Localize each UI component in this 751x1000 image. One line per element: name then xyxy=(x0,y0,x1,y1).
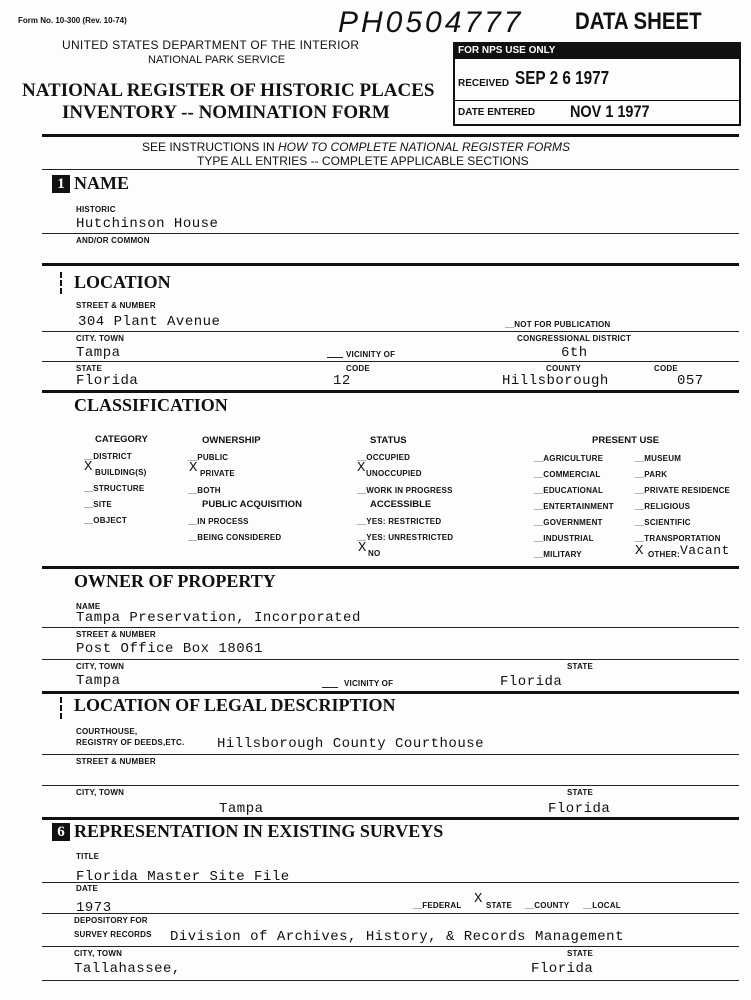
use-government: __GOVERNMENT xyxy=(534,518,603,527)
x-mark: X xyxy=(84,459,93,475)
nps-use-box xyxy=(453,42,741,126)
use-military: __MILITARY xyxy=(534,550,582,559)
courthouse-label: COURTHOUSE, xyxy=(76,727,138,736)
received-label: RECEIVED xyxy=(458,78,510,89)
ownership-public: __PUBLIC xyxy=(188,453,229,462)
use-commercial: __COMMERCIAL xyxy=(534,470,601,479)
state-value: Florida xyxy=(76,373,139,389)
legal-city-value: Tampa xyxy=(219,801,264,817)
street-value: 304 Plant Avenue xyxy=(78,314,221,330)
historic-value: Hutchinson House xyxy=(76,216,219,232)
category-heading: CATEGORY xyxy=(95,434,148,445)
acquisition-being-considered: __BEING CONSIDERED xyxy=(188,533,282,542)
owner-street-value: Post Office Box 18061 xyxy=(76,641,263,657)
owner-name-value: Tampa Preservation, Incorporated xyxy=(76,610,361,626)
use-educational: __EDUCATIONAL xyxy=(534,486,604,495)
use-other-label: OTHER: xyxy=(648,550,680,559)
legal-street-label: STREET & NUMBER xyxy=(76,757,156,766)
common-label: AND/OR COMMON xyxy=(76,236,150,245)
status-heading: STATUS xyxy=(370,435,407,446)
nps-box-title: FOR NPS USE ONLY xyxy=(458,45,556,56)
section-title-surveys: REPRESENTATION IN EXISTING SURVEYS xyxy=(74,821,444,841)
courthouse-value: Hillsborough County Courthouse xyxy=(217,736,485,752)
department-name: UNITED STATES DEPARTMENT OF THE INTERIOR xyxy=(62,38,360,52)
accessible-unrestricted: __YES: UNRESTRICTED xyxy=(357,533,454,542)
form-number: Form No. 10-300 (Rev. 10-74) xyxy=(18,16,127,25)
survey-county: __COUNTY xyxy=(525,901,570,910)
category-district: __DISTRICT xyxy=(84,452,132,461)
x-mark: X xyxy=(635,543,644,559)
status-occupied: __OCCUPIED xyxy=(357,453,411,462)
state-label: STATE xyxy=(76,364,103,373)
received-stamp: SEP 2 6 1977 xyxy=(515,68,610,88)
section-title-name: NAME xyxy=(74,173,129,193)
accessible-no: NO xyxy=(368,549,381,558)
city-value: Tampa xyxy=(76,345,121,361)
category-buildings: BUILDING(S) xyxy=(95,468,147,477)
survey-date-value: 1973 xyxy=(76,900,112,916)
instructions-line-1: SEE INSTRUCTIONS IN HOW TO COMPLETE NATIONAL REGISTER FORMS xyxy=(142,140,571,154)
section-marker xyxy=(60,697,64,719)
county-label: COUNTY xyxy=(546,364,581,373)
survey-date-label: DATE xyxy=(76,884,98,893)
owner-state-label: STATE xyxy=(567,662,594,671)
survey-state-value: Florida xyxy=(531,961,594,977)
use-transportation: __TRANSPORTATION xyxy=(635,534,721,543)
section-marker xyxy=(60,272,64,294)
acquisition-heading: PUBLIC ACQUISITION xyxy=(202,499,302,510)
service-name: NATIONAL PARK SERVICE xyxy=(148,54,286,66)
registry-label: REGISTRY OF DEEDS,ETC. xyxy=(76,738,185,747)
section-title-legal: LOCATION OF LEGAL DESCRIPTION xyxy=(74,695,396,715)
use-agriculture: __AGRICULTURE xyxy=(534,454,604,463)
survey-federal: __FEDERAL xyxy=(413,901,462,910)
code-value: 12 xyxy=(333,373,351,389)
depository-label-1: DEPOSITORY FOR xyxy=(74,916,148,925)
not-for-publication: __NOT FOR PUBLICATION xyxy=(505,320,611,329)
handwritten-id: PH0504777 xyxy=(338,6,524,39)
x-mark: X xyxy=(189,460,198,476)
use-museum: __MUSEUM xyxy=(635,454,682,463)
status-work-in-progress: __WORK IN PROGRESS xyxy=(357,486,453,495)
street-label: STREET & NUMBER xyxy=(76,301,156,310)
use-private-residence: __PRIVATE RESIDENCE xyxy=(635,486,731,495)
date-entered-stamp: NOV 1 1977 xyxy=(570,102,650,121)
section-number: 6 xyxy=(52,823,70,841)
survey-title-value: Florida Master Site File xyxy=(76,869,290,885)
status-unoccupied: UNOCCUPIED xyxy=(366,469,422,478)
survey-local: __LOCAL xyxy=(583,901,621,910)
divider xyxy=(42,134,739,137)
vicinity-label: VICINITY OF xyxy=(346,350,396,359)
owner-state-value: Florida xyxy=(500,674,563,690)
use-scientific: __SCIENTIFIC xyxy=(635,518,691,527)
use-park: __PARK xyxy=(635,470,668,479)
county-value: Hillsborough xyxy=(502,373,609,389)
ownership-both: __BOTH xyxy=(188,486,221,495)
legal-state-label: STATE xyxy=(567,788,594,797)
date-entered-label: DATE ENTERED xyxy=(458,107,536,118)
congressional-label: CONGRESSIONAL DISTRICT xyxy=(517,334,632,343)
instructions-line-2: TYPE ALL ENTRIES -- COMPLETE APPLICABLE SECTIONS xyxy=(197,154,529,168)
city-label: CITY. TOWN xyxy=(76,334,125,343)
survey-title-label: TITLE xyxy=(76,852,100,861)
owner-name-label: NAME xyxy=(76,602,101,611)
legal-state-value: Florida xyxy=(548,801,611,817)
accessible-restricted: __YES: RESTRICTED xyxy=(357,517,442,526)
use-entertainment: __ENTERTAINMENT xyxy=(534,502,614,511)
acquisition-in-process: __IN PROCESS xyxy=(188,517,249,526)
historic-label: HISTORIC xyxy=(76,205,116,214)
survey-city-label: CITY, TOWN xyxy=(74,949,123,958)
section-title-classification: CLASSIFICATION xyxy=(74,395,228,415)
congressional-value: 6th xyxy=(561,345,588,361)
legal-city-label: CITY, TOWN xyxy=(76,788,125,797)
form-title-1: NATIONAL REGISTER OF HISTORIC PLACES xyxy=(22,80,435,101)
category-structure: __STRUCTURE xyxy=(84,484,145,493)
section-number: 1 xyxy=(52,175,70,193)
x-mark: X xyxy=(358,540,367,556)
form-title-2: INVENTORY -- NOMINATION FORM xyxy=(62,102,390,123)
use-other-value: Vacant xyxy=(680,543,730,558)
x-mark: X xyxy=(474,891,483,907)
owner-city-label: CITY, TOWN xyxy=(76,662,125,671)
code-label: CODE xyxy=(346,364,370,373)
owner-street-label: STREET & NUMBER xyxy=(76,630,156,639)
use-industrial: __INDUSTRIAL xyxy=(534,534,594,543)
depository-label-2: SURVEY RECORDS xyxy=(74,930,152,939)
category-object: __OBJECT xyxy=(84,516,127,525)
section-title-location: LOCATION xyxy=(74,272,171,292)
survey-state-label: STATE xyxy=(567,949,594,958)
survey-city-value: Tallahassee, xyxy=(74,961,181,977)
owner-city-value: Tampa xyxy=(76,673,121,689)
depository-value: Division of Archives, History, & Records Management xyxy=(170,929,624,945)
present-use-heading: PRESENT USE xyxy=(592,435,660,446)
data-sheet-stamp: DATA SHEET xyxy=(575,8,702,35)
category-site: __SITE xyxy=(84,500,112,509)
owner-vicinity-label: VICINITY OF xyxy=(344,679,394,688)
use-religious: __RELIGIOUS xyxy=(635,502,691,511)
ownership-private: PRIVATE xyxy=(200,469,235,478)
code2-label: CODE xyxy=(654,364,678,373)
x-mark: X xyxy=(357,460,366,476)
accessible-heading: ACCESSIBLE xyxy=(370,499,432,510)
section-title-owner: OWNER OF PROPERTY xyxy=(74,571,276,591)
code2-value: 057 xyxy=(677,373,704,389)
ownership-heading: OWNERSHIP xyxy=(202,435,261,446)
survey-state: STATE xyxy=(486,901,513,910)
